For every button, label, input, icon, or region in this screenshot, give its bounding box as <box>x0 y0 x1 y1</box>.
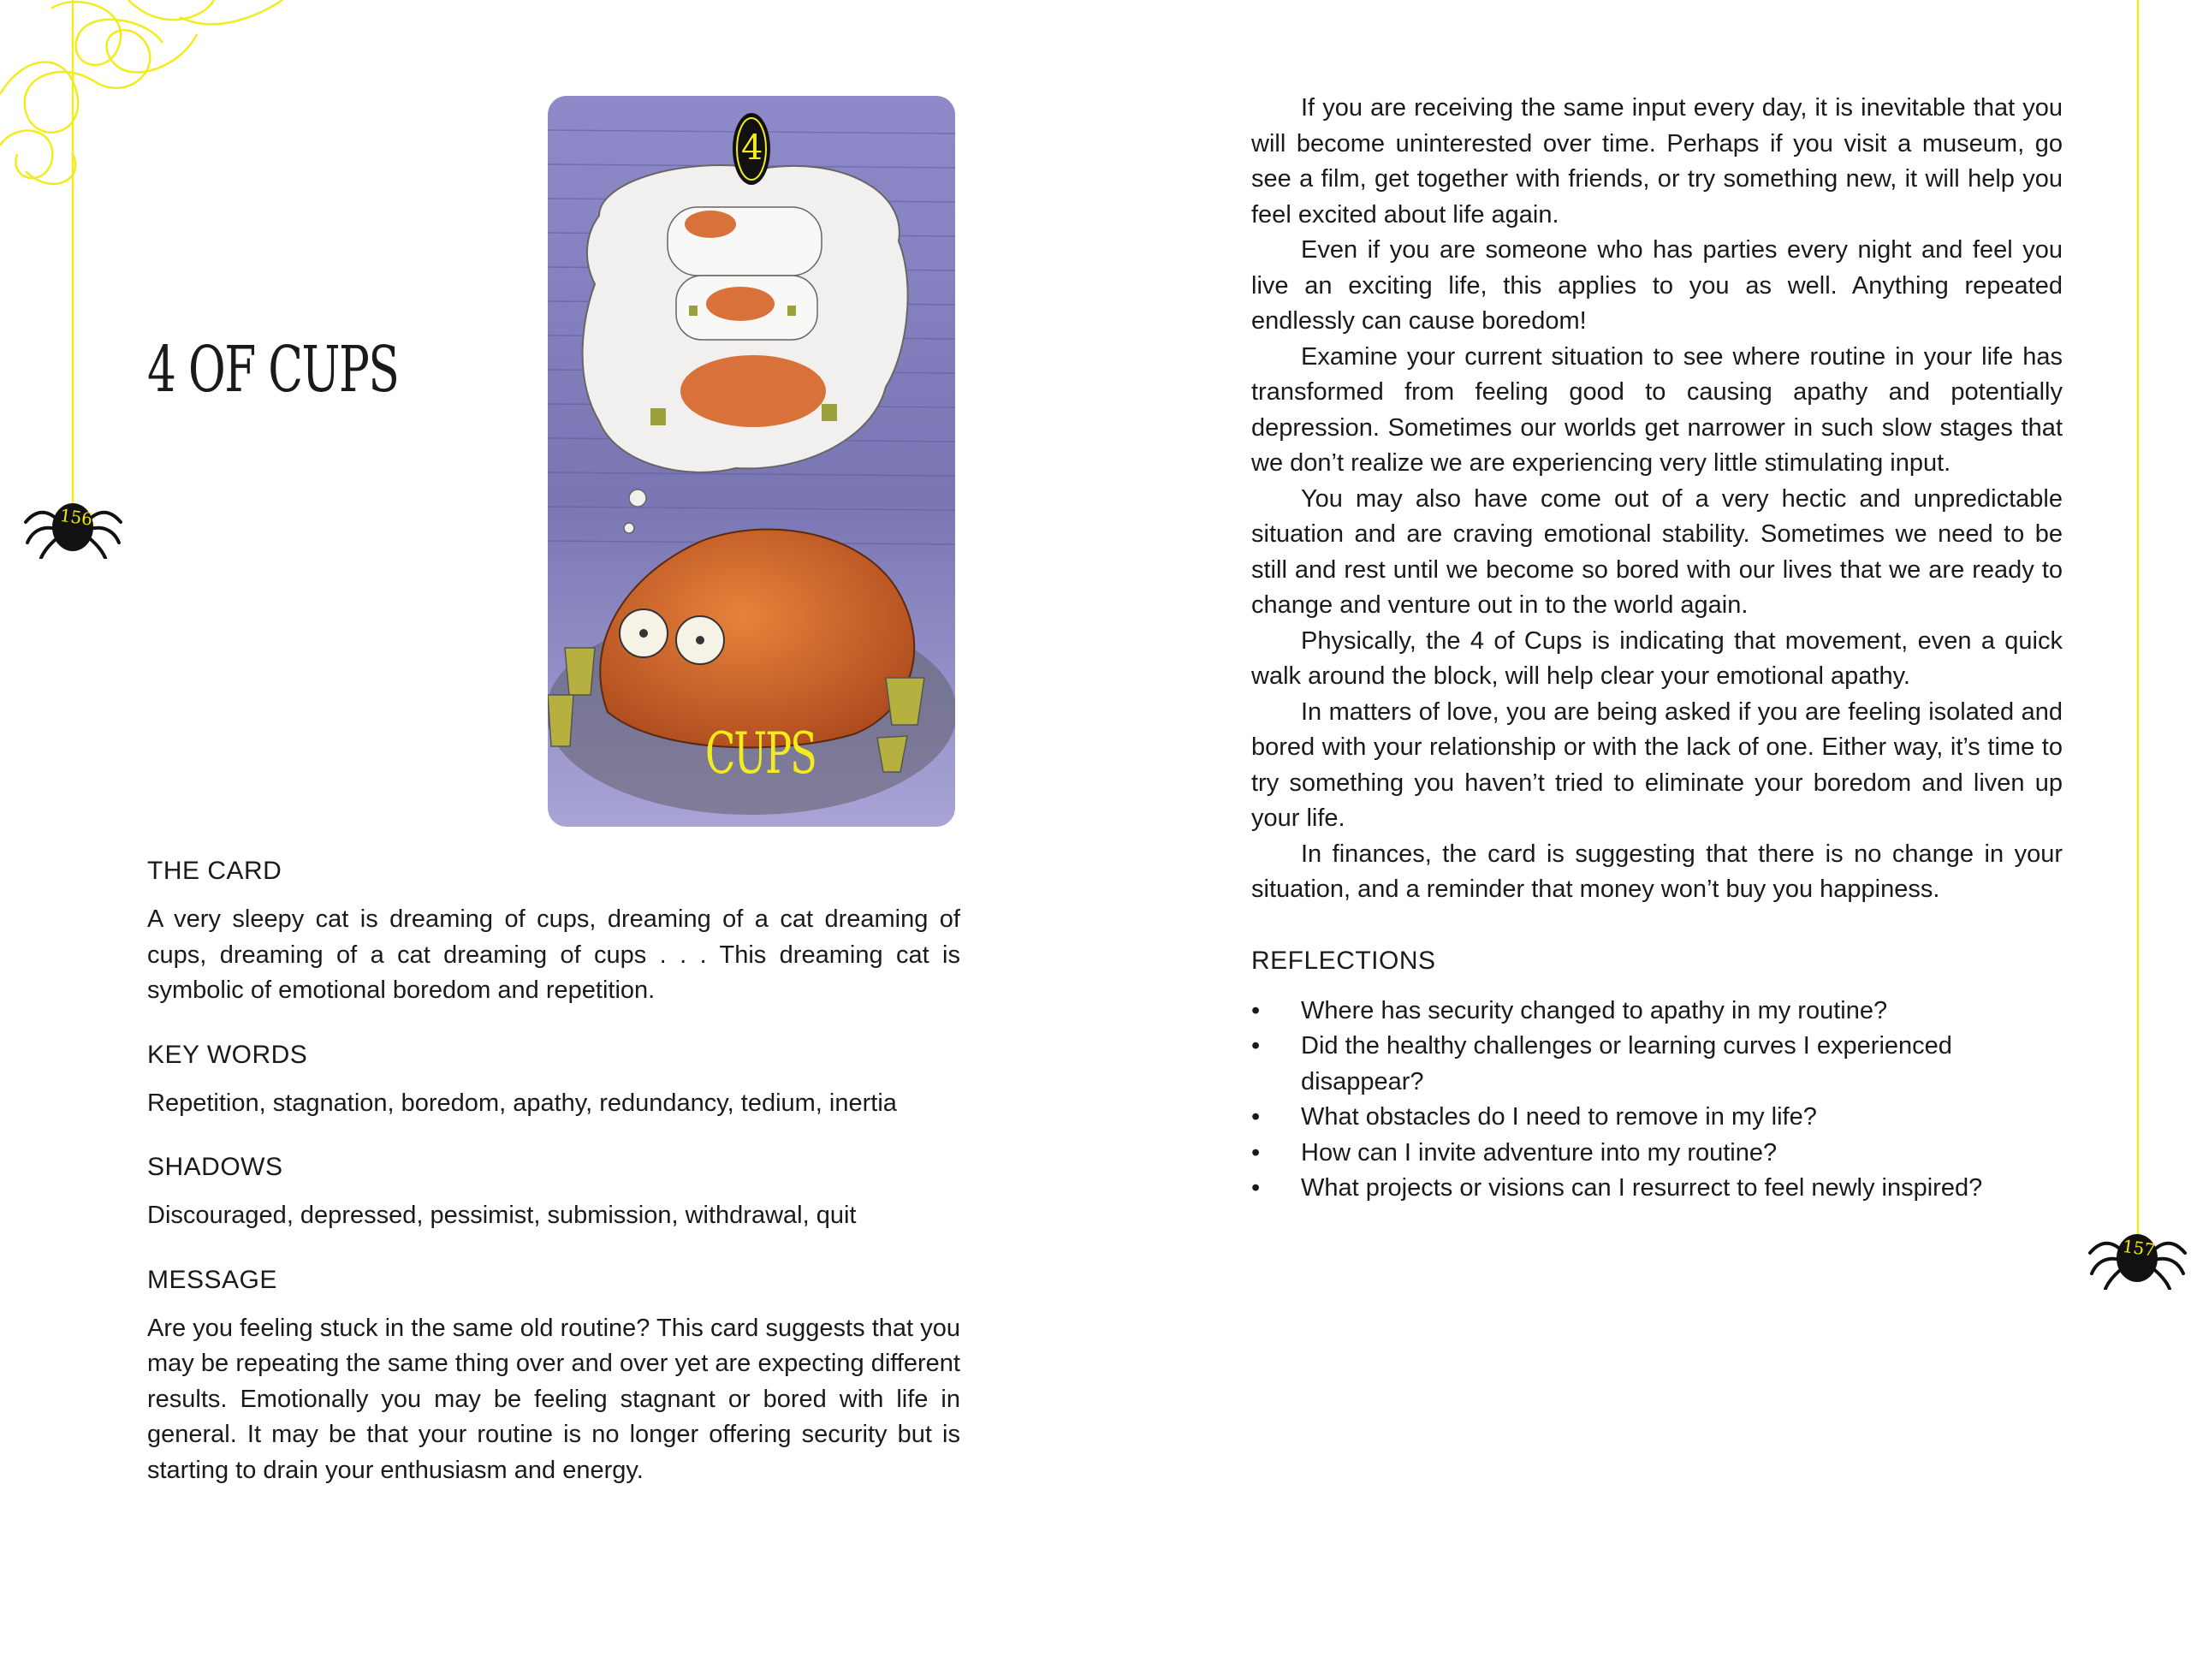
list-item-text: Where has security changed to apathy in my routine? <box>1301 996 1888 1024</box>
reflections-heading: REFLECTIONS <box>1251 946 1436 975</box>
section-text-the-card: A very sleepy cat is dreaming of cups, dreaming of a cat dreaming of cups, dreaming of a cat dreaming of cups . . . This dreaming cat is symbolic of emotional boredom and repetition. <box>147 905 960 1004</box>
list-item-text: What projects or visions can I resurrect to feel newly inspired? <box>1301 1174 1983 1202</box>
list-item-text: What obstacles do I need to remove in my life? <box>1301 1103 1817 1131</box>
body-paragraph: If you are receiving the same input every day, it is inevitable that you will become uninterested over time. Perhaps if you visit a museum, go see a film, get together with friends, or try something new, it will help you feel excited about life again. <box>1251 94 2063 229</box>
page-number-left: 156 <box>58 504 94 530</box>
bullet-icon: • <box>1251 1174 1261 1202</box>
body-paragraph: Physically, the 4 of Cups is indicating that movement, even a quick walk around the block, will help clear your emotional apathy. <box>1251 626 2063 690</box>
bullet-icon: • <box>1251 1103 1261 1131</box>
swirl-decoration <box>0 0 342 197</box>
list-item <box>1251 994 2063 1030</box>
body-paragraph: Examine your current situation to see where routine in your life has transformed from feeling good to causing apathy and potentially depression. Sometimes our worlds get narrower in such slow stages that we don’t realize we are experiencing very little stimulating input. <box>1251 342 2063 477</box>
tarot-card-image <box>548 96 955 827</box>
bullet-icon: • <box>1251 996 1261 1024</box>
page-number-right: 157 <box>2121 1235 2157 1261</box>
body-paragraph: You may also have come out of a very hectic and unpredictable situation and are craving emotional stability. Sometimes we need to be still and rest until we become so bored with our lives that we are ready to change and venture out in to the world again. <box>1251 484 2063 619</box>
section-text-key-words: Repetition, stagnation, boredom, apathy, redundancy, tedium, inertia <box>147 1089 897 1117</box>
bullet-icon: • <box>1251 1032 1261 1060</box>
section-text-shadows: Discouraged, depressed, pessimist, submission, withdrawal, quit <box>147 1202 857 1229</box>
section-heading-shadows: SHADOWS <box>147 1153 283 1181</box>
spider-thread-left <box>71 0 74 505</box>
list-item-text: Did the healthy challenges or learning curves I experienced disappear? <box>1301 1032 1952 1095</box>
right-page-body <box>1251 91 2063 1207</box>
left-page-body <box>147 856 960 1488</box>
bullet-icon: • <box>1251 1138 1261 1167</box>
spider-thread-right <box>2136 0 2140 1241</box>
section-heading-message: MESSAGE <box>147 1265 277 1294</box>
list-item <box>1251 1029 2063 1100</box>
section-heading-key-words: KEY WORDS <box>147 1040 308 1069</box>
reflections-list <box>1251 994 2063 1207</box>
list-item <box>1251 1136 2063 1172</box>
page-title: 4 OF CUPS <box>147 332 399 407</box>
card-number: 4 <box>741 128 763 168</box>
section-heading-the-card: THE CARD <box>147 857 282 885</box>
list-item <box>1251 1171 2063 1207</box>
card-suit-label: CUPS <box>705 721 816 787</box>
list-item-text: How can I invite adventure into my routine? <box>1301 1138 1778 1167</box>
body-paragraph: In finances, the card is suggesting that there is no change in your situation, and a reminder that money won’t buy you happiness. <box>1251 840 2063 903</box>
body-paragraph: In matters of love, you are being asked if you are feeling isolated and bored with your relationship or with the lack of one. Either way, it’s time to try something you haven’t tried to eliminate your boredom and liven up your life. <box>1251 698 2063 832</box>
section-text-message: Are you feeling stuck in the same old routine? This card suggests that you may be repeating the same thing over and over yet are expecting different results. Emotionally you may be feeling stagnant or bored with life in general. It may be that your routine is no longer offering security but is starting to drain your enthusiasm and energy. <box>147 1314 960 1484</box>
body-paragraph: Even if you are someone who has parties every night and feel you live an exciting life, this applies to you as well. Anything repeated endlessly can cause boredom! <box>1251 236 2063 335</box>
list-item <box>1251 1100 2063 1136</box>
